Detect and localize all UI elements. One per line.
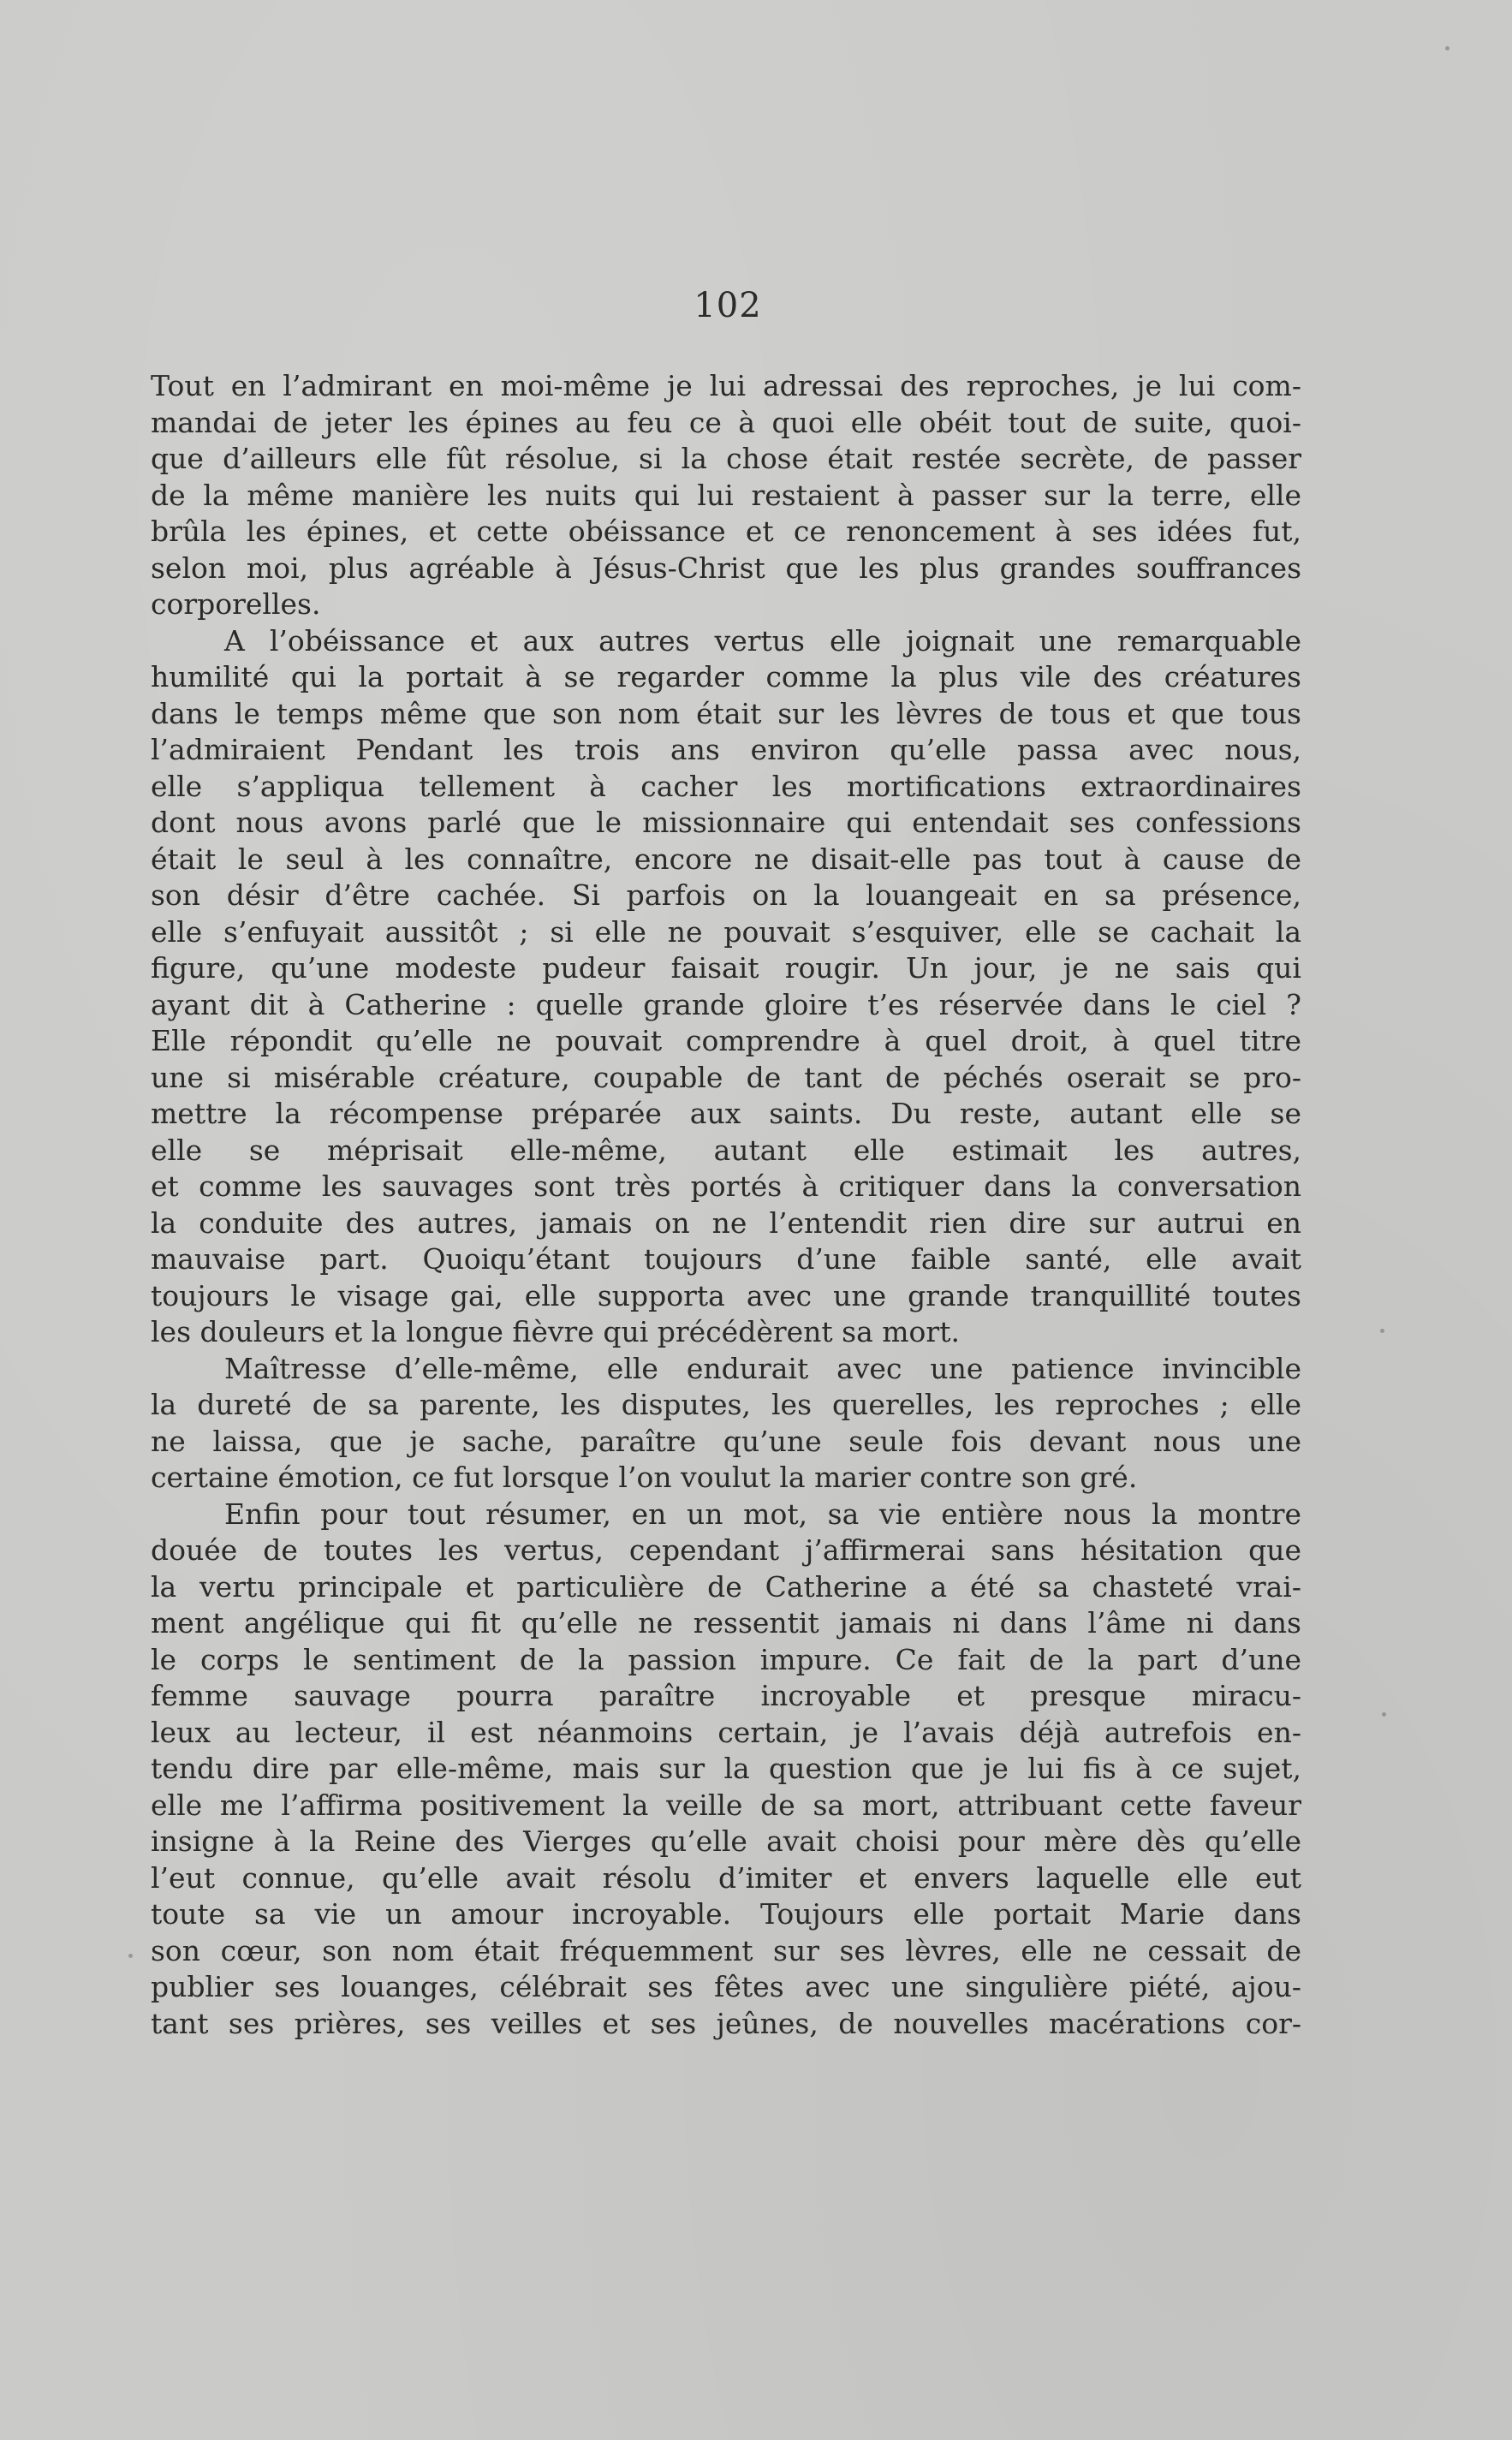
body-text <box>151 368 1301 2042</box>
text-line: figure, qu’une modeste pudeur faisait rougir. Un jour, je ne sais qui <box>151 951 1301 985</box>
paragraph <box>151 1351 1301 1497</box>
text-line: mettre la récompense préparée aux saints. Du reste, autant elle se <box>151 1097 1301 1130</box>
text-line: était le seul à les connaître, encore ne disait-elle pas tout à cause de <box>151 842 1301 876</box>
text-line: mandai de jeter les épines au feu ce à quoi elle obéit tout de suite, quoi- <box>151 405 1301 439</box>
text-line: l’eut connue, qu’elle avait résolu d’imiter et envers laquelle elle eut <box>151 1860 1301 1895</box>
text-line: A l’obéissance et aux autres vertus elle joignait une remarquable <box>224 623 1301 658</box>
text-line: elle s’enfuyait aussitôt ; si elle ne pouvait s’esquiver, elle se cachait la <box>151 914 1301 949</box>
text-line: elle se méprisait elle-même, autant elle estimait les autres, <box>151 1133 1301 1167</box>
text-line: tant ses prières, ses veilles et ses jeûnes, de nouvelles macérations cor- <box>151 2006 1301 2040</box>
text-line: humilité qui la portait à se regarder comme la plus vile des créatures <box>151 660 1301 693</box>
text-line: ne laissa, que je sache, paraître qu’une seule fois devant nous une <box>151 1424 1301 1458</box>
paper-speck <box>1380 1329 1384 1333</box>
text-line: Maîtresse d’elle-même, elle endurait avec une patience invincible <box>224 1351 1301 1385</box>
text-line: la vertu principale et particulière de Catherine a été sa chasteté vrai- <box>151 1569 1301 1604</box>
text-line: dans le temps même que son nom était sur les lèvres de tous et que tous <box>151 696 1301 730</box>
paper-speck <box>1445 46 1449 51</box>
text-line: de la même manière les nuits qui lui restaient à passer sur la terre, elle <box>151 478 1301 512</box>
paper-speck <box>128 1954 133 1958</box>
text-line: selon moi, plus agréable à Jésus-Christ que les plus grandes souffrances <box>151 550 1301 585</box>
text-line: le corps le sentiment de la passion impure. Ce fait de la part d’une <box>151 1642 1301 1676</box>
page-number: 102 <box>693 286 762 325</box>
text-line: leux au lecteur, il est néanmoins certain, je l’avais déjà autrefois en- <box>151 1715 1301 1749</box>
text-line: tendu dire par elle-même, mais sur la question que je lui fis à ce sujet, <box>151 1752 1301 1785</box>
text-line: Enfin pour tout résumer, en un mot, sa vie entière nous la montre <box>224 1497 1301 1531</box>
text-line: ment angélique qui fit qu’elle ne ressentit jamais ni dans l’âme ni dans <box>151 1606 1301 1640</box>
text-line: certaine émotion, ce fut lorsque l’on voulut la marier contre son gré. <box>151 1461 1138 1494</box>
paper-speck <box>1382 1712 1386 1717</box>
text-line: que d’ailleurs elle fût résolue, si la chose était restée secrète, de passer <box>151 442 1301 475</box>
text-line: corporelles. <box>151 587 321 621</box>
text-line: Tout en l’admirant en moi-même je lui adressai des reproches, je lui com- <box>151 369 1301 402</box>
text-line: son désir d’être cachée. Si parfois on la louangeait en sa présence, <box>151 878 1301 912</box>
text-line: la conduite des autres, jamais on ne l’entendit rien dire sur autrui en <box>151 1205 1301 1240</box>
text-line: publier ses louanges, célébrait ses fêtes avec une singulière piété, ajou- <box>151 1970 1301 2003</box>
text-line: toujours le visage gai, elle supporta avec une grande tranquillité toutes <box>151 1278 1301 1312</box>
text-line: Elle répondit qu’elle ne pouvait comprendre à quel droit, à quel titre <box>151 1024 1301 1057</box>
paragraph <box>151 623 1301 1351</box>
text-line: mauvaise part. Quoiqu’étant toujours d’une faible santé, elle avait <box>151 1242 1301 1276</box>
paragraph <box>151 368 1301 623</box>
text-line: la dureté de sa parente, les disputes, les querelles, les reproches ; elle <box>151 1388 1301 1421</box>
text-line: les douleurs et la longue fièvre qui précédèrent sa mort. <box>151 1315 960 1348</box>
text-line: douée de toutes les vertus, cependant j’affirmerai sans hésitation que <box>151 1533 1301 1567</box>
text-line: et comme les sauvages sont très portés à critiquer dans la conversation <box>151 1169 1301 1203</box>
text-line: ayant dit à Catherine : quelle grande gloire t’es réservée dans le ciel ? <box>151 987 1301 1021</box>
paragraph <box>151 1497 1301 2043</box>
text-line: insigne à la Reine des Vierges qu’elle avait choisi pour mère dès qu’elle <box>151 1824 1301 1858</box>
text-line: toute sa vie un amour incroyable. Toujours elle portait Marie dans <box>151 1897 1301 1931</box>
text-line: femme sauvage pourra paraître incroyable et presque miracu- <box>151 1679 1301 1712</box>
text-line: son cœur, son nom était fréquemment sur ses lèvres, elle ne cessait de <box>151 1933 1301 1967</box>
text-line: l’admiraient Pendant les trois ans environ qu’elle passa avec nous, <box>151 733 1301 766</box>
text-line: une si misérable créature, coupable de tant de péchés oserait se pro- <box>151 1060 1301 1094</box>
text-line: brûla les épines, et cette obéissance et ce renoncement à ses idées fut, <box>151 515 1301 548</box>
text-line: elle s’appliqua tellement à cacher les mortifications extraordinaires <box>151 769 1301 803</box>
text-line: dont nous avons parlé que le missionnaire qui entendait ses confessions <box>151 806 1301 839</box>
text-line: elle me l’affirma positivement la veille de sa mort, attribuant cette faveur <box>151 1788 1301 1822</box>
